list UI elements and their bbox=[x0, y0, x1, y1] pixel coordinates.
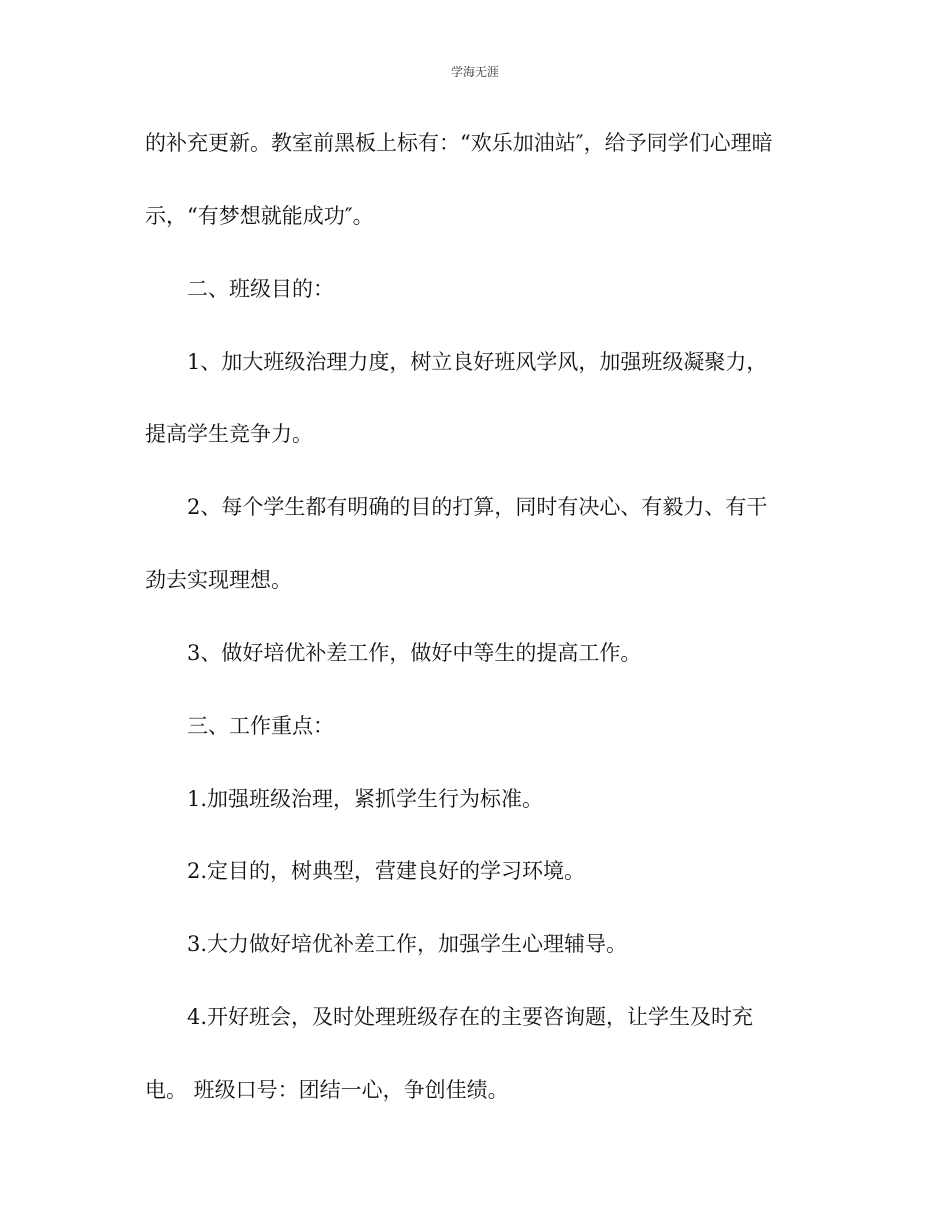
list-item: 3、做好培优补差工作，做好中等生的提高工作。 bbox=[187, 641, 642, 665]
list-item: 2、每个学生都有明确的目的打算，同时有决心、有毅力、有干 bbox=[187, 495, 768, 519]
paragraph-line: 提高学生竞争力。 bbox=[145, 422, 313, 446]
page-header: 学海无涯 bbox=[450, 65, 499, 79]
list-item: 3.大力做好培优补差工作，加强学生心理辅导。 bbox=[187, 932, 628, 956]
list-item: 2.定目的，树典型，营建良好的学习环境。 bbox=[187, 859, 586, 883]
list-item: 4.开好班会，及时处理班级存在的主要咨询题，让学生及时充 bbox=[187, 1005, 754, 1029]
paragraph-line: 的补充更新。教室前黑板上标有：“欢乐加油站″，给予同学们心理暗 bbox=[145, 131, 773, 155]
section-heading: 二、班级目的： bbox=[187, 277, 334, 301]
list-item: 1.加强班级治理，紧抓学生行为标准。 bbox=[187, 787, 544, 811]
list-item: 1、加大班级治理力度，树立良好班风学风，加强班级凝聚力， bbox=[187, 350, 768, 374]
paragraph-line: 劲去实现理想。 bbox=[145, 568, 292, 592]
paragraph-line: 示，“有梦想就能成功″。 bbox=[145, 204, 374, 228]
section-heading: 三、工作重点： bbox=[187, 714, 334, 738]
paragraph-line: 电。 班级口号：团结一心，争创佳绩。 bbox=[145, 1078, 509, 1102]
